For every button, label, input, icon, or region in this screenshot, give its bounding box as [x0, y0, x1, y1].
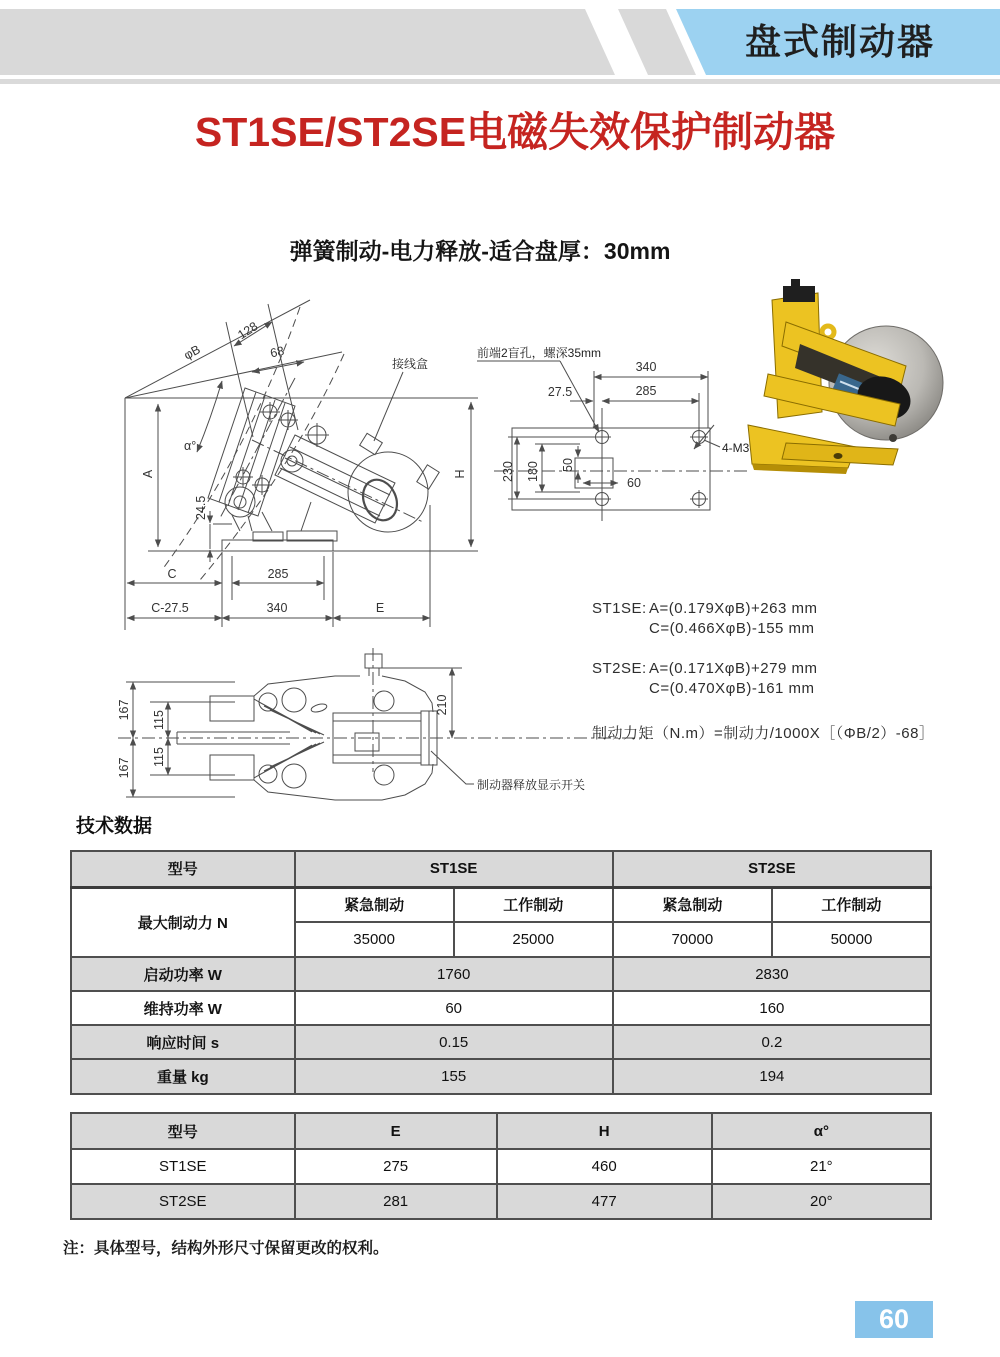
- page-subtitle: 弹簧制动-电力释放-适合盘厚：30mm: [289, 238, 671, 264]
- footnote: 注：具体型号，结构外形尺寸保留更改的权利。: [63, 1240, 389, 1257]
- header-underline: [0, 79, 1000, 84]
- plate-dim-285: 285: [635, 384, 657, 398]
- formula-st2se-a: A=(0.171XφB)+279 mm: [649, 660, 818, 677]
- side-dim-E: E: [375, 601, 385, 615]
- formula-torque: 制动力矩（N.m）=制动力/1000X［（ΦB/2）-68］: [592, 725, 935, 742]
- formula-st1se-c: C=(0.466XφB)-155 mm: [649, 620, 815, 637]
- side-dim-68: 68: [268, 343, 286, 361]
- t1-value: 60: [295, 991, 613, 1025]
- page-number-badge: 60: [855, 1301, 933, 1338]
- formula-st1se-a: A=(0.179XφB)+263 mm: [649, 600, 818, 617]
- t2-cell: 460: [497, 1149, 712, 1184]
- t1-value: 160: [613, 991, 931, 1025]
- t2-cell: ST1SE: [71, 1149, 295, 1184]
- t2-cell: 477: [497, 1184, 712, 1219]
- header-category-title: 盘式制动器: [744, 21, 935, 62]
- top-dim-167-lower: 167: [117, 757, 131, 779]
- side-dim-C275: C-27.5: [151, 601, 189, 615]
- side-dim-128: 128: [235, 319, 261, 343]
- t1-value: 2830: [613, 957, 931, 991]
- t1-working-st2: 工作制动: [772, 887, 931, 922]
- top-dim-115-lower: 115: [152, 747, 166, 767]
- t2-header-H: H: [497, 1113, 712, 1149]
- t1-row-label: 维持功率 W: [71, 991, 295, 1025]
- plate-dim-60: 60: [627, 476, 641, 490]
- plate-dim-230: 230: [501, 461, 515, 482]
- side-view-drawing: [125, 300, 478, 630]
- side-dim-C: C: [167, 567, 177, 581]
- t1-working-st1: 工作制动: [454, 887, 613, 922]
- t2-cell: ST2SE: [71, 1184, 295, 1219]
- side-dim-H: H: [453, 469, 467, 479]
- side-dim-340: 340: [266, 601, 288, 615]
- side-dim-245: 24.5: [194, 495, 208, 520]
- plate-dim-50: 50: [561, 458, 575, 472]
- t1-value: 155: [295, 1059, 613, 1094]
- header-band: [0, 9, 1000, 75]
- t2-cell: 21°: [712, 1149, 931, 1184]
- t1-value: 194: [613, 1059, 931, 1094]
- top-label-release-switch: 制动器释放显示开关: [477, 778, 586, 792]
- t1-emergency-st1: 紧急制动: [295, 887, 454, 922]
- tech-data-heading: 技术数据: [76, 816, 153, 837]
- formula-st1se-label: ST1SE:: [592, 600, 647, 617]
- top-dim-115-upper: 115: [152, 710, 166, 730]
- plate-view-drawing: [477, 345, 750, 521]
- plate-dim-340: 340: [635, 360, 657, 374]
- t1-emergency-st2: 紧急制动: [613, 887, 772, 922]
- t1-value: 35000: [295, 922, 454, 957]
- t2-cell: 281: [295, 1184, 497, 1219]
- t2-cell: 20°: [712, 1184, 931, 1219]
- plate-dim-275: 27.5: [547, 385, 573, 399]
- formula-st2se-c: C=(0.470XφB)-161 mm: [649, 680, 815, 697]
- side-label-alpha: α°: [184, 439, 197, 453]
- t1-row-label: 响应时间 s: [71, 1025, 295, 1059]
- dimensions-table: [70, 1112, 932, 1220]
- top-view-drawing: [117, 648, 648, 800]
- t2-cell: 275: [295, 1149, 497, 1184]
- t1-value: 0.2: [613, 1025, 931, 1059]
- t1-header-st2se: ST2SE: [613, 851, 931, 887]
- t2-header-alpha: α°: [712, 1113, 931, 1149]
- t2-header-E: E: [295, 1113, 497, 1149]
- t2-header-model: 型号: [71, 1113, 295, 1149]
- plate-dim-180: 180: [526, 461, 540, 482]
- top-dim-210: 210: [435, 694, 449, 716]
- product-photo: [748, 279, 943, 474]
- page-title: ST1SE/ST2SE电磁失效保护制动器: [194, 109, 836, 155]
- side-dim-A: A: [141, 469, 155, 479]
- t1-header-model: 型号: [71, 851, 295, 887]
- plate-bolt-label: 4-M3: [722, 441, 750, 455]
- t1-row-label: 启动功率 W: [71, 957, 295, 991]
- t1-value: 70000: [613, 922, 772, 957]
- t1-row-label: 重量 kg: [71, 1059, 295, 1094]
- side-label-phiB: φB: [181, 342, 203, 363]
- t1-value: 50000: [772, 922, 931, 957]
- t1-value: 0.15: [295, 1025, 613, 1059]
- t1-value: 1760: [295, 957, 613, 991]
- plate-blind-hole-note: 前端2盲孔，螺深35mm: [477, 346, 602, 360]
- tech-data-table: [70, 850, 932, 1095]
- side-label-junction-box: 接线盒: [392, 357, 429, 371]
- t1-value: 25000: [454, 922, 613, 957]
- side-dim-285: 285: [267, 567, 289, 581]
- top-dim-167-upper: 167: [117, 699, 131, 721]
- t1-max-force-label: 最大制动力 N: [71, 887, 295, 957]
- formula-st2se-label: ST2SE:: [592, 660, 647, 677]
- t1-header-st1se: ST1SE: [295, 851, 613, 887]
